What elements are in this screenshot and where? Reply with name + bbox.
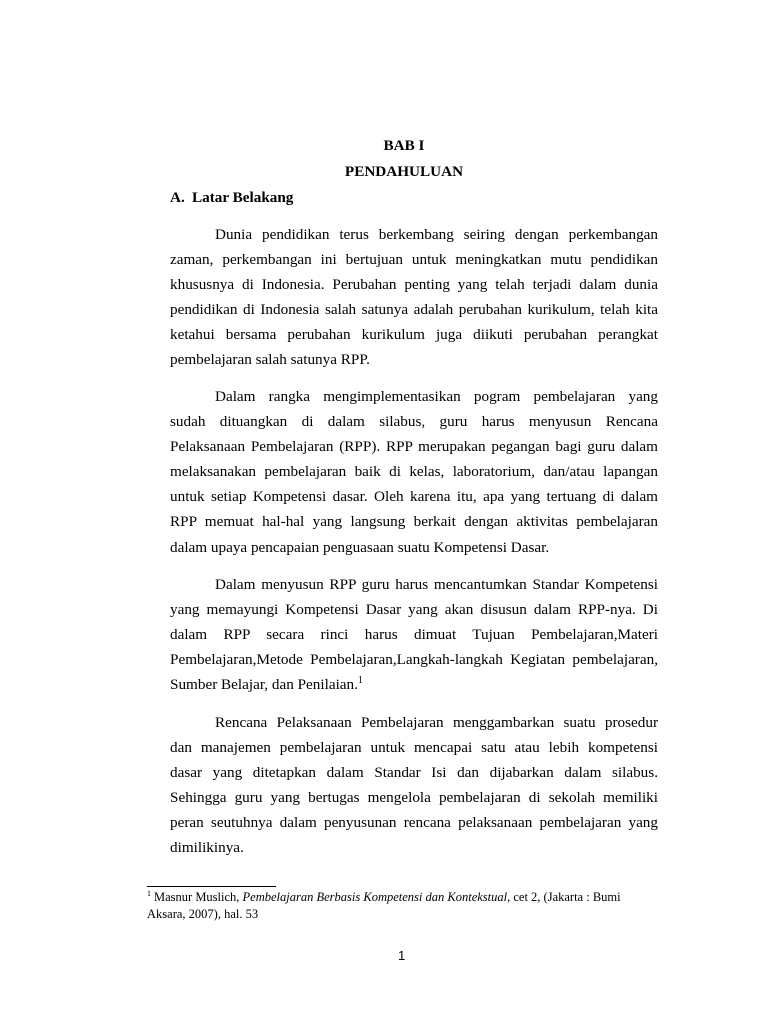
paragraph-4 xyxy=(170,710,658,861)
paragraph-line: dimilikinya. xyxy=(170,839,244,857)
paragraph-line: Pembelajaran,Metode Pembelajaran,Langkah-langkah Kegiatan pembelajaran, xyxy=(170,651,658,669)
paragraph-line: dalam RPP secara rinci harus dimuat Tujuan Pembelajaran,Materi xyxy=(170,625,658,643)
paragraph-line: pembelajaran salah satunya RPP. xyxy=(170,351,370,369)
footnote-line xyxy=(147,889,621,906)
paragraph-line: Rencana Pelaksanaan Pembelajaran menggambarkan suatu prosedur xyxy=(215,713,658,731)
paragraph-line: Sehingga guru yang bertugas mengelola pembelajaran di sekolah memiliki xyxy=(170,789,658,807)
paragraph-line: dan manajemen pembelajaran untuk mencapai satu atau lebih kompetensi xyxy=(170,738,658,756)
paragraph-line: melaksanakan pembelajaran baik di kelas, laboratorium, dan/atau lapangan xyxy=(170,463,658,481)
footnote xyxy=(147,889,621,923)
paragraph-line: khususnya di Indonesia. Perubahan penting yang telah terjadi dalam dunia xyxy=(170,275,658,293)
paragraph-line: yang memayungi Kompetensi Dasar yang akan disusun dalam RPP-nya. Di xyxy=(170,600,658,618)
paragraph-3 xyxy=(170,572,658,698)
paragraph-line: RPP memuat hal-hal yang langsung berkait dengan aktivitas pembelajaran xyxy=(170,513,658,531)
paragraph-line: ketahui bersama perubahan kurikulum juga diikuti perubahan perangkat xyxy=(170,326,658,344)
page-number: 1 xyxy=(398,948,406,963)
footnote-reference[interactable]: 1 xyxy=(357,675,363,687)
paragraph-line: Dalam rangka mengimplementasikan pogram pembelajaran yang xyxy=(215,387,658,405)
paragraph-line: zaman, perkembangan ini bertujuan untuk meningkatkan mutu pendidikan xyxy=(170,250,658,268)
paragraph-2 xyxy=(170,384,658,560)
footnote-title: Pembelajaran Berbasis Kompetensi dan Kontekstual xyxy=(242,890,508,904)
paragraph-1 xyxy=(170,222,658,373)
paragraph-line: Dalam menyusun RPP guru harus mencantumkan Standar Kompetensi xyxy=(215,575,658,593)
footnote-details: , cet 2, (Jakarta : Bumi xyxy=(507,890,621,904)
footnote-line: Aksara, 2007), hal. 53 xyxy=(147,907,259,921)
section-number: A. xyxy=(170,188,185,206)
paragraph-line: peran seutuhnya dalam penyusunan rencana pelaksanaan pembelajaran yang xyxy=(170,814,658,832)
section-title: Latar Belakang xyxy=(192,188,294,206)
paragraph-line: sudah dituangkan di dalam silabus, guru harus menyusun Rencana xyxy=(170,412,658,430)
footnote-author: Masnur Muslich, xyxy=(154,890,243,904)
footnote-marker: 1 xyxy=(147,888,151,898)
paragraph-line: pendidikan di Indonesia salah satunya adalah perubahan kurikulum, telah kita xyxy=(170,301,658,319)
paragraph-line: untuk setiap Kompetensi dasar. Oleh karena itu, apa yang tertuang di dalam xyxy=(170,488,658,506)
footnote-separator xyxy=(147,886,276,887)
paragraph-line: Dunia pendidikan terus berkembang seiring dengan perkembangan xyxy=(215,225,658,243)
chapter-title: PENDAHULUAN xyxy=(344,162,464,180)
paragraph-line xyxy=(170,672,658,697)
paragraph-line: Pelaksanaan Pembelajaran (RPP). RPP merupakan pegangan bagi guru dalam xyxy=(170,437,658,455)
section-heading xyxy=(170,185,293,210)
paragraph-line: dasar yang ditetapkan dalam Standar Isi dan dijabarkan dalam silabus. xyxy=(170,763,658,781)
chapter-number: BAB I xyxy=(383,136,425,154)
paragraph-line-text: Sumber Belajar, dan Penilaian. xyxy=(170,676,358,694)
paragraph-line: dalam upaya pencapaian penguasaan suatu Kompetensi Dasar. xyxy=(170,538,550,556)
